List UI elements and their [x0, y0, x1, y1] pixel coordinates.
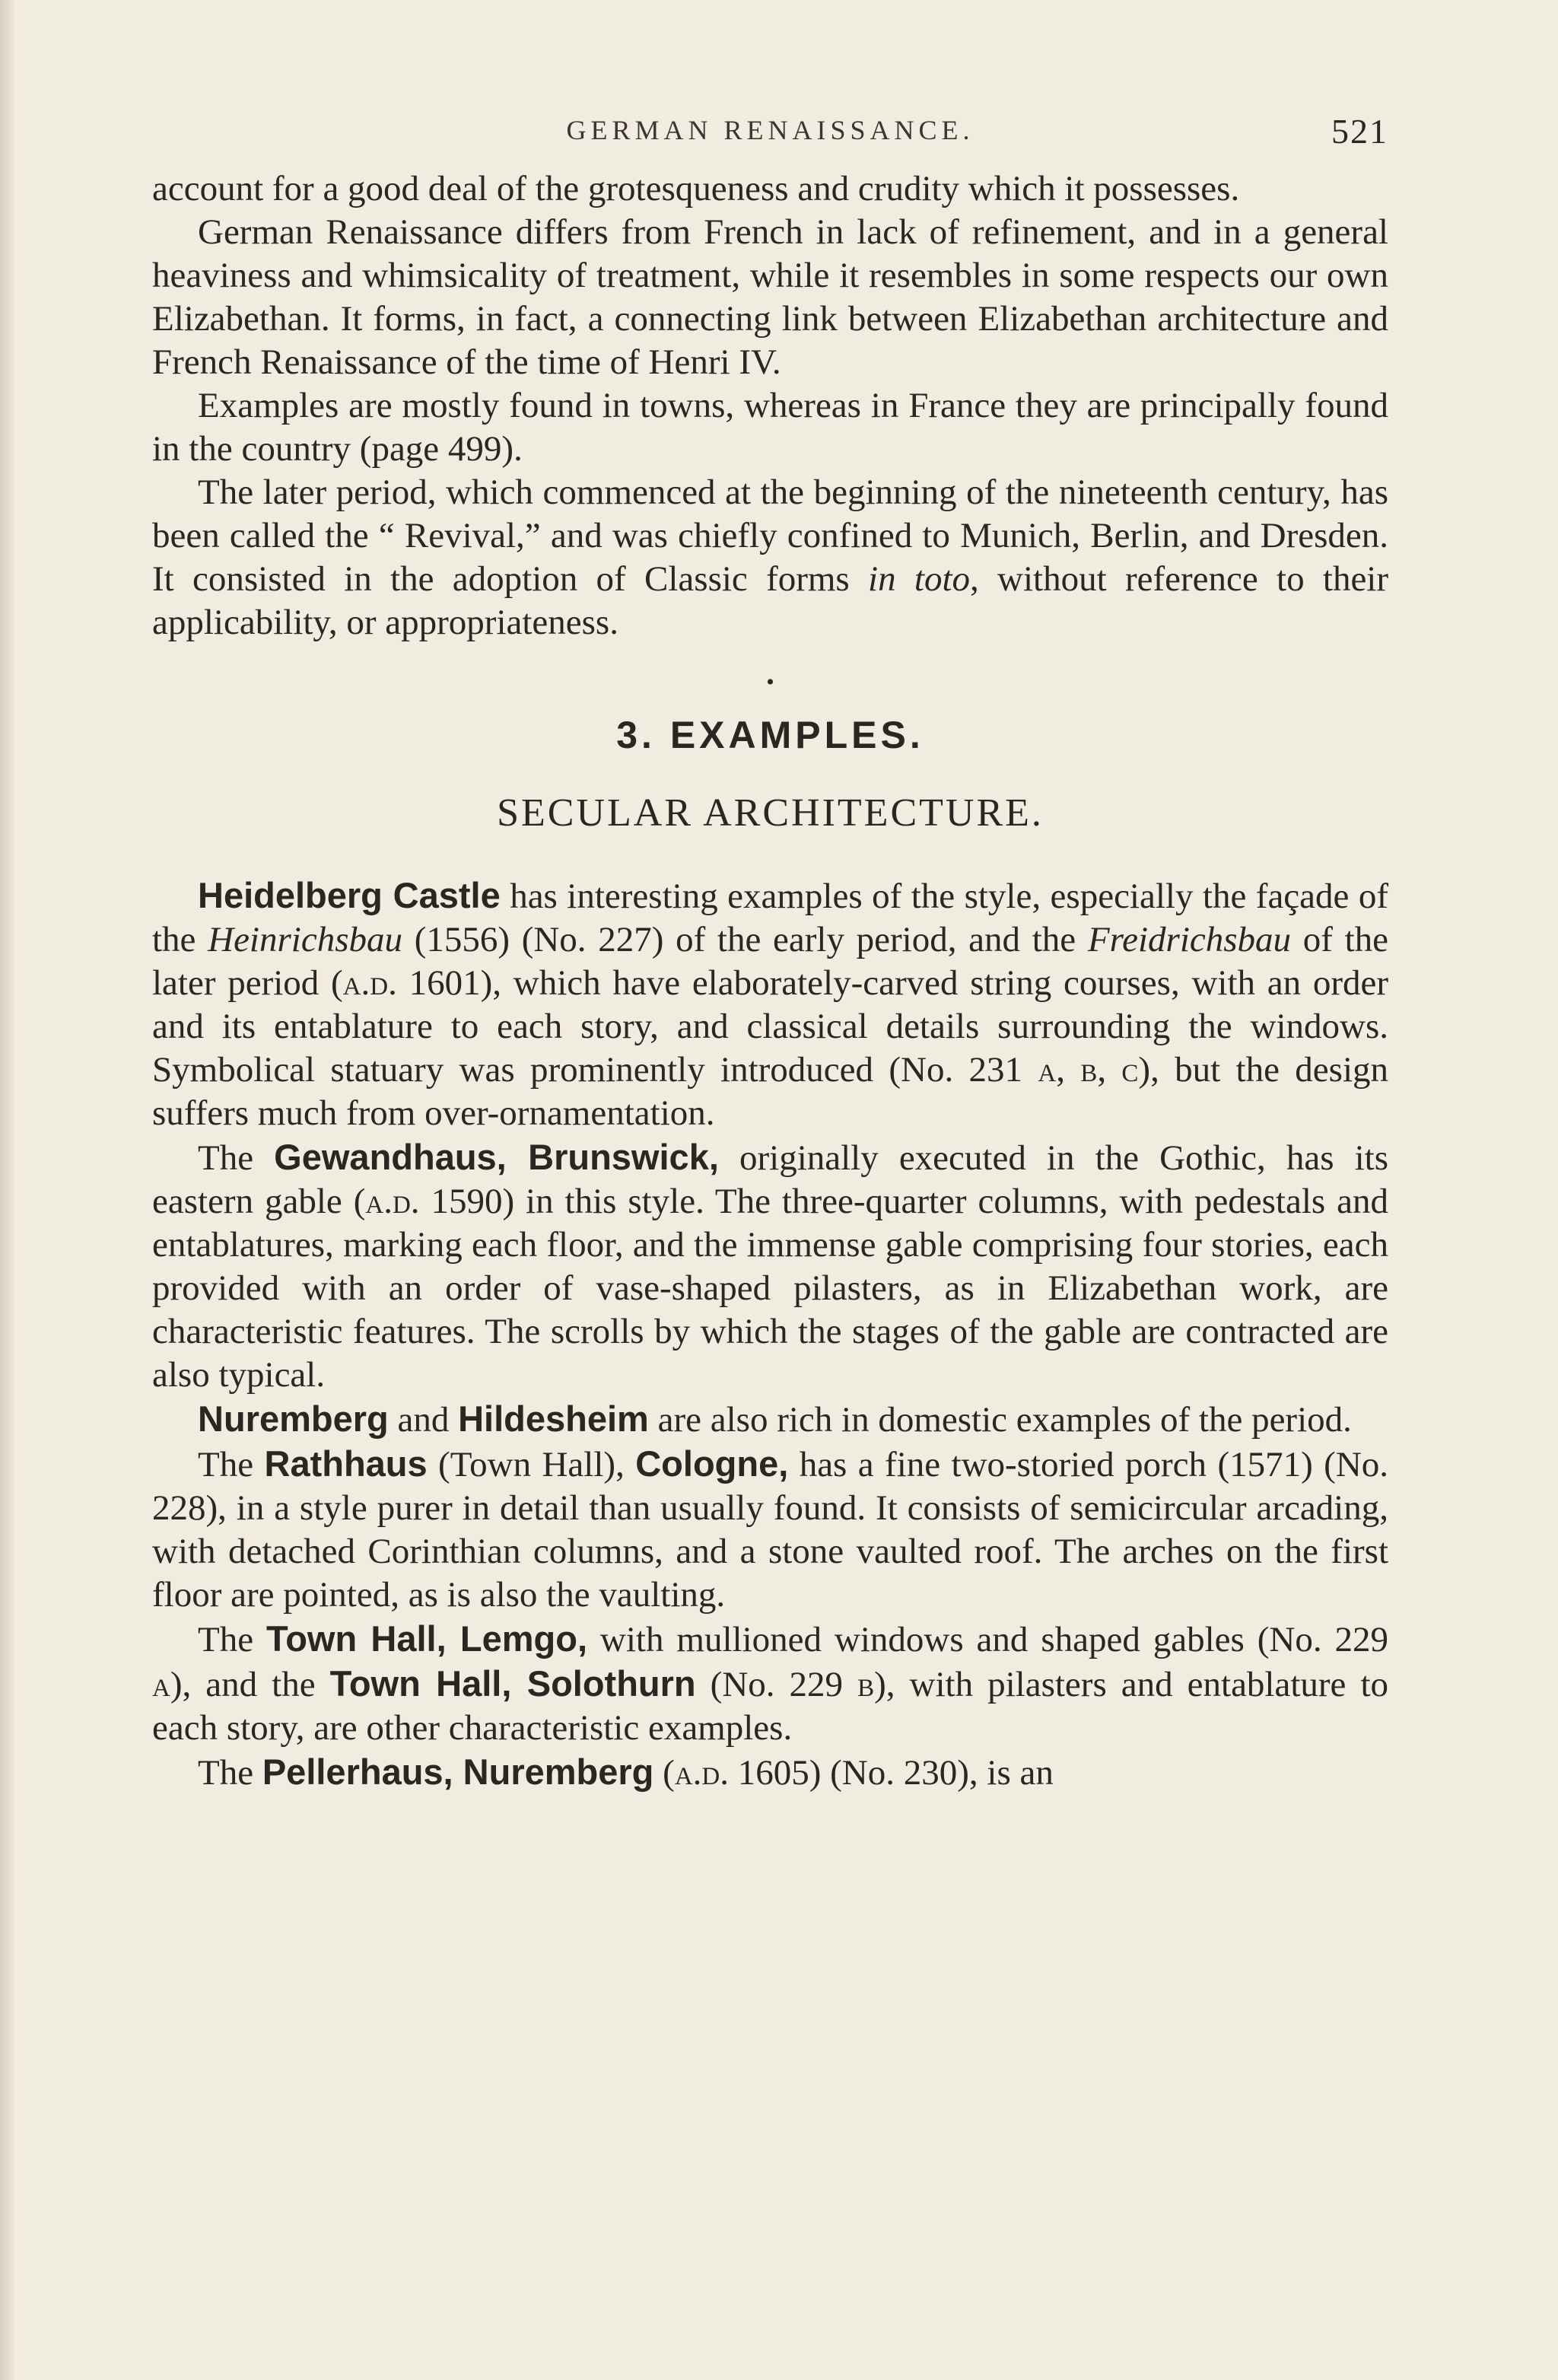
intro-paragraph-continued: account for a good deal of the grotesqueness and crudity which it possesses. [152, 169, 1240, 208]
rathhaus-name: Rathhaus [264, 1443, 428, 1484]
hildesheim-name: Hildesheim [458, 1398, 649, 1439]
pellerhaus-name: Pellerhaus, Nuremberg [262, 1752, 654, 1792]
lemgo-text-1: with mullioned windows and shaped gables (No. 229 [587, 1620, 1389, 1659]
page-number: 521 [1331, 112, 1388, 151]
pellerhaus-text-1: ( [653, 1753, 675, 1793]
example-heidelberg [152, 873, 1388, 1135]
lemgo-text-0: The [198, 1620, 266, 1659]
gewandhaus-text-1: originally executed in the Gothic, has its eastern gable ( [152, 1138, 1388, 1221]
pellerhaus-text-0: The [198, 1753, 262, 1793]
solothurn-name: Town Hall, Solothurn [329, 1663, 696, 1704]
heidelberg-plate-letters: a, b, c [1038, 1050, 1139, 1090]
lemgo-plate-letter: a [152, 1665, 170, 1704]
section-heading: 3. EXAMPLES. [616, 714, 924, 756]
gewandhaus-text-2: 1590) in this style. The three-quarter columns, with pedestals and entablatures, marking each floor, and the immense gable comprising four stories, each provided with an order of vase-shaped pilasters, as in Elizabethan work, are characteristic features. The scrolls by which the stages of the gable are contracted are also typical. [152, 1182, 1388, 1395]
intro-paragraph-comparison: German Renaissance differs from French in lack of refinement, and in a general heaviness and whimsicality of treatment, while it resembles in some respects our own Elizabethan. It forms, in fact, a connecting link between Elizabethan architecture and French Renaissance of the time of Henri IV. [152, 212, 1388, 382]
revival-text-2: , without reference to their applicability, or appropriateness. [152, 559, 1389, 642]
gewandhaus-name: Gewandhaus, Brunswick, [274, 1137, 719, 1177]
heidelberg-text-3: of the later period ( [152, 920, 1389, 1003]
heidelberg-ad: a.d. [342, 963, 397, 1003]
example-rathhaus-cologne [152, 1442, 1388, 1617]
lemgo-text-4: ), with pilasters and entablature to each story, are other characteristic examples. [152, 1665, 1389, 1748]
nuremberg-text-2: are also rich in domestic examples of the period. [648, 1400, 1352, 1440]
example-gewandhaus [152, 1135, 1388, 1397]
revival-text-1: The later period, which commenced at the beginning of the nineteenth century, has been called the “ Revival,” and was chiefly confined to Munich, Berlin, and Dresden. It consisted in the adoption of Classic forms [152, 473, 1388, 599]
intro-paragraph-revival [152, 471, 1388, 644]
heidelberg-text-1: has interesting examples of the style, especially the façade of the [152, 877, 1388, 959]
intro-paragraph-towns: Examples are mostly found in towns, whereas in France they are principally found in the country (page 499). [152, 386, 1388, 469]
cologne-name: Cologne, [635, 1443, 789, 1484]
rathhaus-text-0: The [198, 1445, 265, 1484]
rathhaus-text-2: has a fine two-storied porch (1571) (No. 228), in a style purer in detail than usually found. It consists of semicircular arcading, with detached Corinthian columns, and a stone vaulted roof. The arches on the first floor are pointed, as is also the vaulting. [152, 1445, 1389, 1615]
gewandhaus-ad: a.d. [365, 1182, 420, 1221]
nuremberg-text-1: and [388, 1400, 459, 1440]
pellerhaus-ad: a.d. [674, 1753, 729, 1793]
revival-italic: in toto [868, 559, 971, 599]
page-edge [0, 0, 14, 2380]
freidrichsbau-italic: Freidrichsbau [1087, 920, 1292, 959]
solothurn-plate-letter: b [857, 1665, 875, 1704]
lemgo-text-2: ), and the [170, 1665, 330, 1704]
running-title: GERMAN RENAISSANCE. [566, 115, 975, 145]
heinrichsbau-italic: Heinrichsbau [208, 920, 402, 959]
pellerhaus-text-2: 1605) (No. 230), is an [728, 1753, 1054, 1793]
subsection-heading: SECULAR ARCHITECTURE. [497, 791, 1044, 835]
book-page [152, 99, 1388, 1795]
example-pellerhaus [152, 1750, 1388, 1795]
nuremberg-name: Nuremberg [198, 1398, 389, 1439]
lemgo-name: Town Hall, Lemgo, [266, 1618, 588, 1659]
rathhaus-text-1: (Town Hall), [427, 1445, 636, 1484]
running-header [152, 99, 1388, 167]
gewandhaus-text-0: The [198, 1138, 275, 1178]
heidelberg-text-4: 1601), which have elaborately-carved string courses, with an order and its entablature to each story, and classical details surrounding the windows. Symbolical statuary was prominently introduced (No. 231 [152, 963, 1389, 1090]
lemgo-text-3: (No. 229 [695, 1665, 858, 1704]
example-nuremberg-hildesheim [152, 1397, 1388, 1442]
heidelberg-name: Heidelberg Castle [198, 875, 501, 915]
example-town-halls [152, 1617, 1388, 1750]
heidelberg-text-5: ), but the design suffers much from over-ornamentation. [152, 1050, 1389, 1133]
separator-dot: • [766, 670, 774, 695]
heidelberg-text-2: (1556) (No. 227) of the early period, and the [402, 920, 1088, 959]
